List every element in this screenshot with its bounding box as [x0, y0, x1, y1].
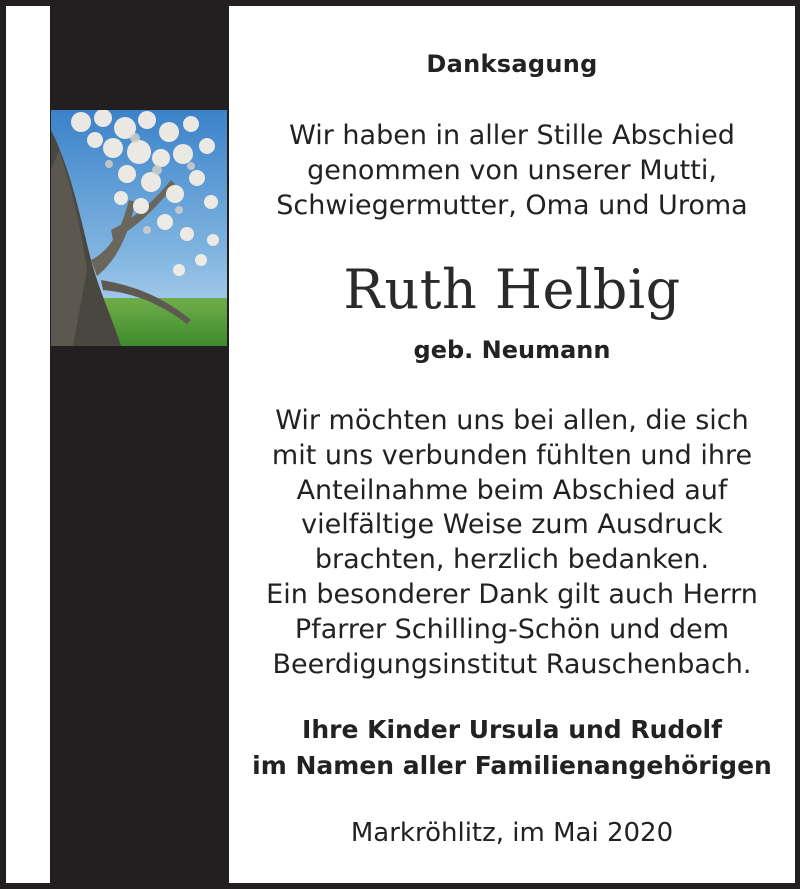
left-margin-strip	[6, 6, 50, 883]
signature	[229, 712, 795, 784]
thanks-line: Anteilnahme beim Abschied auf	[296, 474, 728, 506]
intro-line: genommen von unserer Mutti,	[307, 155, 717, 186]
thanks-line: brachten, herzlich bedanken.	[314, 544, 710, 576]
thanks-line: vielfältige Weise zum Ausdruck	[301, 509, 723, 541]
intro-line: Schwiegermutter, Oma und Uroma	[276, 190, 748, 221]
notice-heading: Danksagung	[426, 50, 598, 78]
thanks-line: Ein besonderer Dank gilt auch Herrn	[266, 578, 758, 610]
thanks-text	[229, 404, 795, 682]
thanks-line: Wir möchten uns bei allen, die sich	[275, 405, 749, 436]
place-and-date: Markröhlitz, im Mai 2020	[350, 818, 674, 848]
intro-line: Wir haben in aller Stille Abschied	[289, 120, 735, 151]
deceased-name: Ruth Helbig	[343, 258, 681, 321]
thanks-line: mit uns verbunden fühlten und ihre	[271, 439, 753, 471]
thanks-line: Pfarrer Schilling-Schön und dem	[294, 613, 730, 645]
tree-image	[51, 110, 227, 346]
thanks-line: Beerdigungsinstitut Rauschenbach.	[272, 648, 752, 680]
blossoming-tree-photo	[51, 110, 227, 346]
signature-line: Ihre Kinder Ursula und Rudolf	[302, 715, 722, 744]
intro-text	[229, 118, 795, 223]
signature-line: im Namen aller Familienangehörigen	[252, 751, 772, 780]
notice-content	[229, 6, 795, 883]
maiden-name: geb. Neumann	[413, 336, 611, 364]
